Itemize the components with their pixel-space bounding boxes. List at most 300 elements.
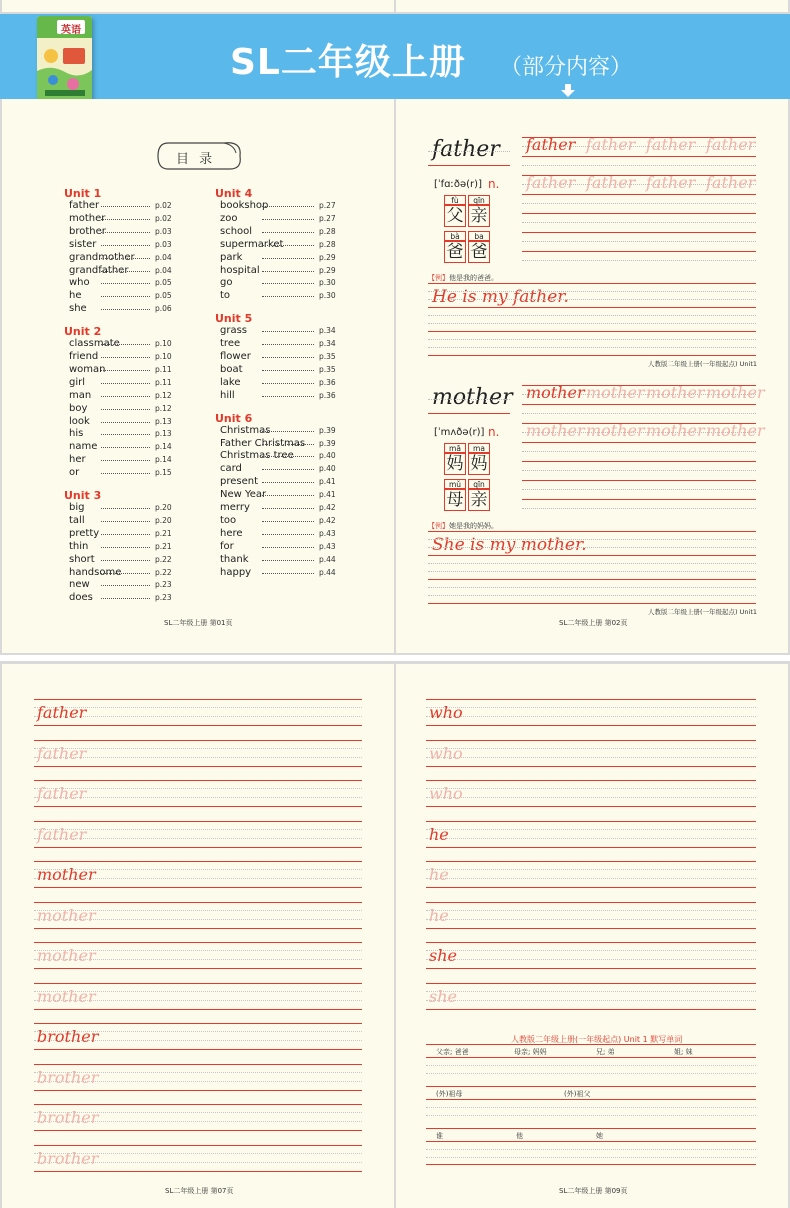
copybook-row [396,942,788,983]
toc-entry-page: p.22 [155,567,172,577]
toc-unit-heading: Unit 2 [64,325,102,339]
ruled-line [522,165,756,166]
ruled-line [428,347,756,348]
ruled-line [428,603,756,604]
ruled-line [522,213,756,214]
toc-leader-dots [101,447,150,448]
toc-leader-dots [101,396,150,397]
ruled-line [426,869,756,870]
headword-baseline [428,151,510,152]
toc-entry [69,364,185,376]
ruled-line [426,910,756,911]
toc-entry-word: he [69,290,82,302]
ruled-line [428,587,756,588]
tracing-word: mother [526,421,585,440]
toc-entry-page: p.02 [155,213,172,223]
ruled-line [522,508,756,509]
ruled-line [426,806,756,807]
copybook-row [2,821,394,862]
toc-leader-dots [101,573,150,574]
toc-entry [69,252,185,264]
ruled-line [426,1149,756,1150]
toc-entry-page: p.36 [319,390,336,400]
toc-entry [220,377,349,389]
ruled-line [426,716,756,717]
ruled-line [426,725,756,726]
ruled-line [426,1128,756,1129]
toc-leader-dots [101,206,150,207]
toc-entry-page: p.39 [319,425,336,435]
tracing-word: mother [586,383,645,402]
toc-entry-word: big [69,502,85,513]
ruled-line [426,1164,756,1165]
top-spread-edge [0,0,790,14]
toc-entry-word: tall [69,514,85,526]
ruled-line [426,707,756,708]
toc-entry [220,450,349,462]
toc-entry-word: or [69,467,80,479]
tracing-word: father [37,703,87,722]
toc-entry [220,476,349,488]
toc-entry-word: Father Christmas [220,437,306,449]
copybook-row [2,1145,394,1186]
toc-leader-dots [101,309,150,310]
toc-leader-dots [262,456,314,457]
ruled-line [428,307,756,308]
toc-leader-dots [101,534,150,535]
ruled-line [522,251,756,252]
toc-leader-dots [262,206,314,207]
ruled-line [522,241,756,242]
ruled-line [426,699,756,700]
tracing-word: father [706,173,756,192]
tracing-word: father [586,135,636,154]
ruled-line [34,699,362,700]
toc-entry-page: p.20 [155,515,172,525]
ruled-line [428,355,756,356]
toc-entry-word: brother [69,225,106,237]
toc-leader-dots [262,560,314,561]
toc-entry-page: p.40 [319,464,336,474]
toc-entry-word: flower [220,351,251,362]
toc-entry [220,338,349,350]
book-cover-image [37,16,92,102]
toc-leader-dots [101,232,150,233]
ruled-line [34,1064,362,1065]
toc-entry [220,502,349,514]
copybook-row [396,902,788,943]
toc-entry-word: classmate [69,338,120,350]
toc-entry-word: sister [69,238,97,250]
dictation-prompt: 姐; 妹 [674,1048,693,1056]
toc-entry-page: p.10 [155,352,172,361]
toc-leader-dots [262,232,314,233]
toc-entry [220,200,349,212]
toc-entry [220,567,349,579]
toc-unit-heading: Unit 6 [215,411,253,425]
toc-entry-word: his [69,428,84,440]
toc-leader-dots [101,370,150,371]
toc-leader-dots [262,508,314,509]
ruled-line [428,595,756,596]
tracing-word: father [646,173,696,192]
ruled-line [34,861,362,862]
example-sentence: She is my mother. [432,535,587,555]
toc-leader-dots [262,383,314,384]
toc-entry [220,239,349,251]
toc-leader-dots [101,434,150,435]
toc-leader-dots [101,460,150,461]
toc-entry [69,213,185,225]
toc-entry [220,277,349,289]
toc-entry-word: grandfather [69,264,129,276]
toc-leader-dots [101,296,150,297]
ruled-line [34,806,362,807]
toc-leader-dots [101,357,150,358]
example-sentence: He is my father. [432,287,569,307]
ruled-line [426,942,756,943]
toc-entry-page: p.41 [319,490,336,500]
ruled-line [426,902,756,903]
ruled-line [428,555,756,556]
toc-entry-word: Christmas [220,424,271,436]
toc-entry [220,364,349,376]
toc-entry-word: go [220,277,233,289]
pinyin: ma [468,443,490,453]
toc-entry-word: present [220,476,259,488]
toc-leader-dots [101,508,150,509]
toc-leader-dots [101,283,150,284]
toc-entry-page: p.13 [155,429,172,439]
ruled-line [34,942,362,943]
toc-title: 目 录 [176,152,216,167]
ruled-line [426,797,756,798]
toc-entry-word: lake [220,376,241,388]
ruled-line [426,983,756,984]
toc-entry-word: man [69,389,92,401]
ruled-line [426,766,756,767]
ruled-line [426,950,756,951]
hanzi-box: 亲 [468,205,490,227]
toc-leader-dots [101,560,150,561]
ruled-line [34,968,362,969]
toc-entry [220,515,349,527]
example-label: 【例】 [428,274,449,282]
ruled-line [428,531,756,532]
toc-entry [220,252,349,264]
toc-leader-dots [262,521,314,522]
toc-entry-page: p.29 [319,265,336,275]
ruled-line [34,983,362,984]
dictation-prompt: 母亲; 妈妈 [514,1048,547,1056]
toc-entry-page: p.23 [155,580,172,590]
toc-entry [69,502,185,514]
toc-entry [220,554,349,566]
toc-entry-page: p.36 [319,377,336,387]
ruled-line [426,748,756,749]
ruled-line [522,203,756,204]
toc-leader-dots [101,344,150,345]
toc-entry [220,290,349,302]
dictation-prompt: 兄; 弟 [596,1048,615,1056]
ruled-line [428,339,756,340]
toc-entry-word: hospital [220,264,260,276]
toc-entry-page: p.21 [155,528,172,538]
ruled-line [34,1049,362,1050]
copybook-row [2,983,394,1024]
toc-entry-word: girl [69,376,86,388]
ruled-line [426,829,756,830]
ruled-line [34,1171,362,1172]
hanzi-box: 父 [444,205,466,227]
toc-entry-page: p.35 [319,352,336,361]
headword: mother [432,385,513,410]
ruled-line [522,194,756,195]
page-09 [396,664,788,1208]
toc-entry [69,338,185,350]
toc-entry-page: p.04 [155,265,172,275]
toc-leader-dots [101,409,150,410]
ruled-line [34,902,362,903]
unit-note: 人教版二年级上册(一年级起点) Unit1 [648,608,758,616]
toc-entry-page: p.20 [155,503,172,512]
toc-leader-dots [262,219,314,220]
toc-entry-page: p.10 [155,339,172,349]
ruled-line [426,968,756,969]
ruled-line [522,480,756,481]
page-02 [396,99,788,653]
hanzi-box: 爸 [468,241,490,263]
tracing-word: mother [37,865,96,884]
tracing-word: father [646,135,696,154]
tracing-word: father [526,173,576,192]
toc-entry-page: p.44 [319,554,336,564]
tracing-word: who [429,743,463,763]
unit-note: 人教版二年级上册(一年级起点) Unit1 [648,360,758,368]
ruled-line [426,847,756,848]
ruled-line [428,283,756,284]
vocabulary-entry [396,381,788,621]
toc-entry [69,200,185,212]
toc-entry-page: p.05 [155,278,172,288]
ruled-line [426,1009,756,1010]
copybook-row [2,1023,394,1064]
ruled-line [426,780,756,781]
ruled-line [34,1130,362,1131]
toc-leader-dots [101,219,150,220]
tracing-word: mother [646,421,705,440]
copybook-row [2,861,394,902]
toc-entry [69,467,185,479]
toc-entry-page: p.03 [155,239,172,249]
copybook-row [2,942,394,983]
tracing-word: father [586,173,636,192]
ruled-line [426,991,756,992]
toc-entry-page: p.14 [155,455,172,465]
toc-entry-word: school [220,225,253,237]
toc-page [2,99,394,653]
toc-entry-page: p.11 [155,377,172,387]
ruled-line [426,959,756,960]
toc-entry-page: p.34 [319,326,336,336]
toc-entry-page: p.29 [319,252,336,262]
page-footer: SL二年级上册 第01页 [164,619,233,627]
ruled-line [426,861,756,862]
toc-leader-dots [262,344,314,345]
tracing-word: mother [37,905,96,925]
toc-leader-dots [262,258,314,259]
ruled-line [428,299,756,300]
ruled-line [426,1115,756,1116]
toc-leader-dots [262,296,314,297]
toc-entry-word: happy [220,566,252,578]
toc-entry-page: p.03 [155,226,172,236]
toc-entry-word: new [69,579,90,591]
hanzi-box: 妈 [468,453,490,475]
ruled-line [428,579,756,580]
toc-entry [69,239,185,251]
pinyin: qīn [468,195,490,205]
ruled-line [426,1099,756,1100]
tracing-word: mother [37,946,96,965]
ruled-line [428,291,756,292]
spread-toc-and-page02 [0,99,790,655]
ruled-line [428,323,756,324]
toc-entry [220,463,349,475]
dictation-prompt: (外)祖母 [436,1090,463,1098]
toc-entry-page: p.21 [155,541,172,551]
dictation-prompt: 父亲; 爸爸 [436,1048,469,1056]
ruled-line [428,563,756,564]
toc-entry-page: p.44 [319,567,336,577]
toc-entry-page: p.05 [155,291,172,301]
toc-entry-page: p.22 [155,554,172,564]
headword: father [432,137,500,162]
copybook-row [2,1064,394,1105]
toc-entry-page: p.14 [155,442,172,452]
ruled-line [426,1057,756,1058]
ruled-line [34,780,362,781]
page-footer: SL二年级上册 第09页 [559,1187,628,1195]
ruled-line [522,413,756,414]
toc-entry-word: too [220,514,237,526]
banner-subtitle: （部分内容） [500,55,633,80]
toc-entry-page: p.43 [319,541,336,551]
toc-entry [69,226,185,238]
page-footer: SL二年级上册 第02页 [559,619,628,627]
toc-unit-heading: Unit 1 [64,187,102,200]
copybook-row [2,902,394,943]
toc-entry-word: handsome [69,566,122,578]
tracing-word: she [429,946,457,965]
toc-entry [69,454,185,466]
toc-entry [69,416,185,428]
toc-leader-dots [262,469,314,470]
ruled-line [426,878,756,879]
toc-entry [69,592,185,604]
ruled-line [522,232,756,233]
ruled-line [428,315,756,316]
ruled-line [426,919,756,920]
tracing-word: mother [586,421,645,440]
tracing-word: mother [706,383,765,402]
ruled-line [426,1044,756,1045]
copybook-row [396,983,788,1024]
toc-entry [69,515,185,527]
ruled-line [428,331,756,332]
tracing-word: father [37,743,87,763]
toc-entry-page: p.35 [319,364,336,374]
headword-baseline [428,413,510,414]
ruled-line [426,1157,756,1158]
toc-entry [220,425,349,437]
toc-leader-dots [101,422,150,423]
toc-entry-word: bookshop [220,200,269,211]
toc-entry [69,377,185,389]
toc-entry-word: who [69,277,90,289]
toc-entry [69,265,185,277]
toc-leader-dots [101,383,150,384]
toc-entry-word: hill [220,389,235,401]
toc-entry-word: look [69,415,90,427]
toc-leader-dots [101,521,150,522]
dictation-prompt: 他 [516,1132,523,1140]
example-line [428,521,498,531]
toc-entry [220,438,349,450]
toc-entry-page: p.04 [155,252,172,262]
dictation-prompt: 她 [596,1132,603,1140]
toc-entry [220,213,349,225]
ruled-line [428,539,756,540]
toc-entry-page: p.27 [319,201,336,210]
toc-entry [69,290,185,302]
toc-entry [220,226,349,238]
ruled-line [34,1145,362,1146]
ruled-line [426,1000,756,1001]
headword-baseline [428,399,510,400]
toc-leader-dots [262,534,314,535]
toc-leader-dots [262,444,314,445]
toc-entry [220,265,349,277]
ruled-line [34,847,362,848]
tracing-word: who [429,784,463,803]
ruled-line [426,757,756,758]
toc-leader-dots [101,598,150,599]
toc-entry-word: mother [69,212,106,224]
tracing-word: he [429,865,449,884]
ruled-line [426,1065,756,1066]
toc-entry-word: card [220,463,242,475]
tracing-word: brother [37,1067,99,1087]
pinyin: qīn [468,479,490,489]
toc-entry-word: grandmother [69,251,135,263]
toc-entry-page: p.23 [155,593,172,603]
toc-entry [69,403,185,415]
toc-entry [220,528,349,540]
toc-leader-dots [101,473,150,474]
ruled-line [522,442,756,443]
toc-entry-page: p.34 [319,339,336,349]
toc-entry-word: name [69,441,98,453]
toc-entry-page: p.12 [155,403,172,413]
toc-entry-page: p.15 [155,468,172,478]
toc-leader-dots [262,482,314,483]
toc-entry-word: supermarket [220,238,284,250]
tracing-word: he [429,905,449,925]
toc-unit-heading: Unit 4 [215,187,253,200]
banner-title: SL二年级上册 [230,42,466,83]
toc-entry-word: pretty [69,527,100,539]
